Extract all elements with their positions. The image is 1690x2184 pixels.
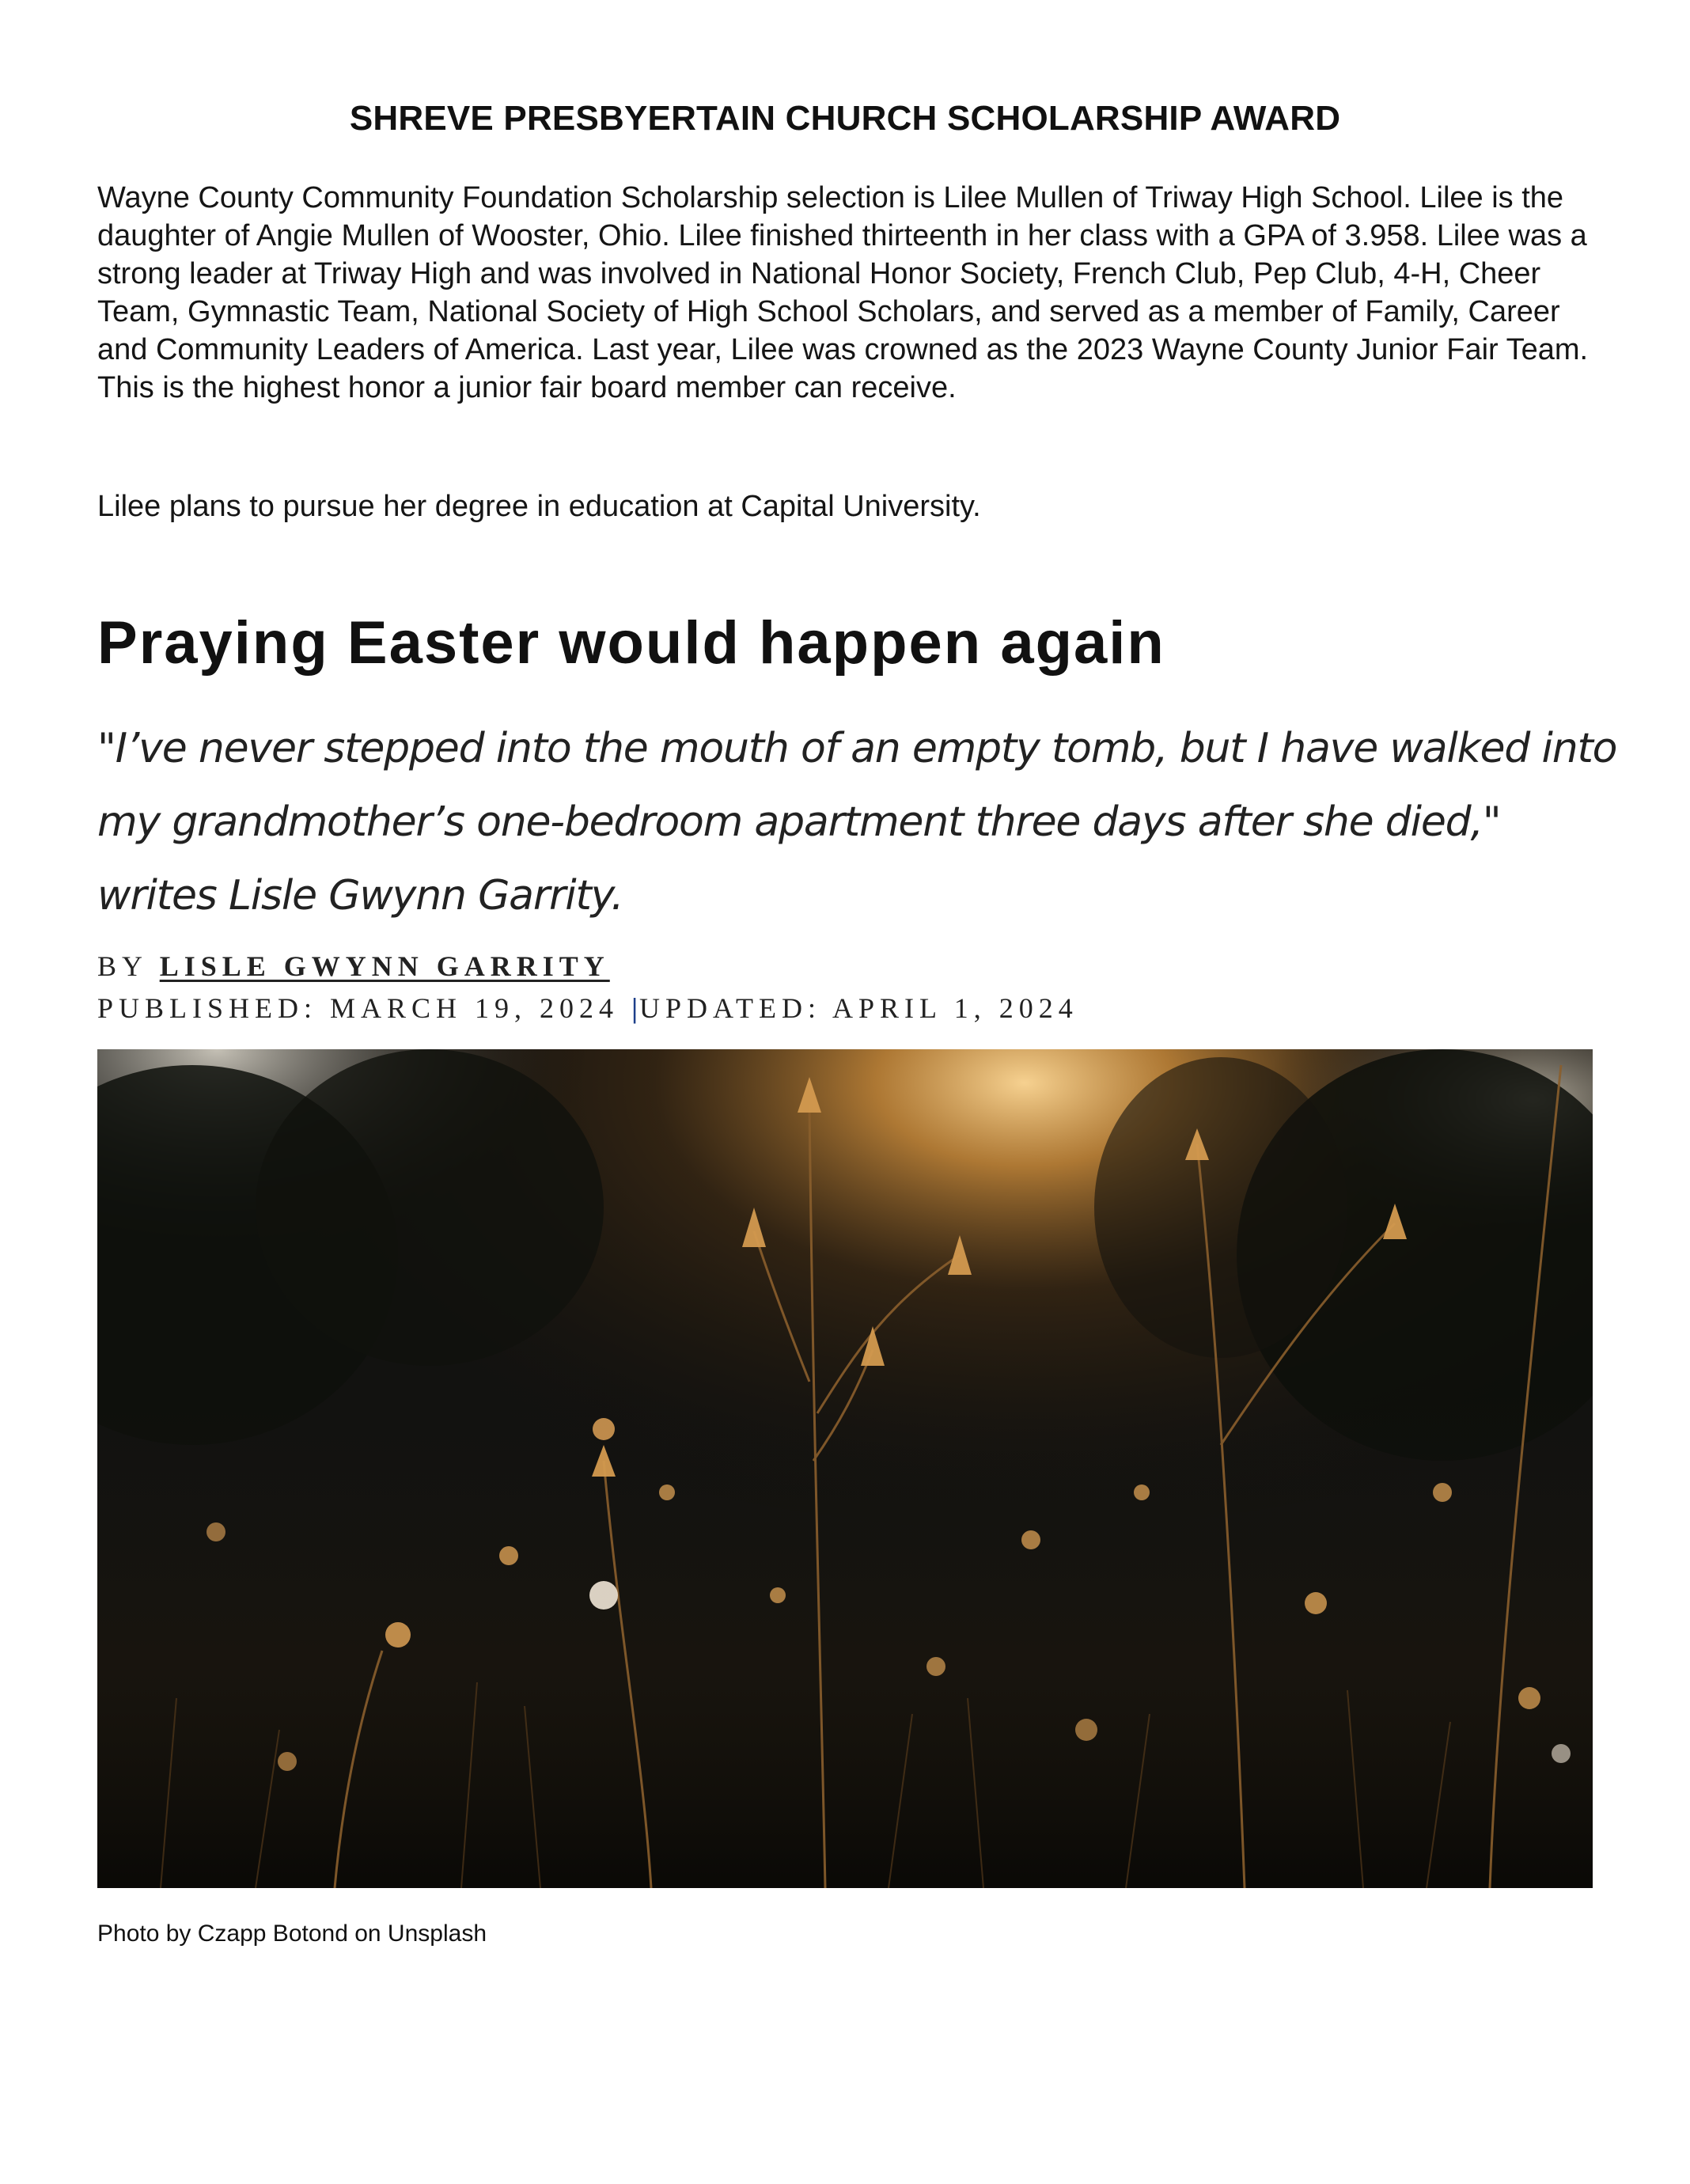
- hero-photo: [97, 1049, 1593, 1888]
- publish-dates: [97, 988, 1640, 1028]
- scholarship-title: SHREVE PRESBYERTAIN CHURCH SCHOLARSHIP AWARD: [349, 99, 1341, 138]
- updated-date: UPDATED: APRIL 1, 2024: [639, 992, 1078, 1024]
- scholarship-plans: Lilee plans to pursue her degree in education at Capital University.: [97, 490, 981, 523]
- article-dek: "I’ve never stepped into the mouth of an empty tomb, but I have walked into my grandmother’s one-bedroom apartment three days after she died," writes Lisle Gwynn Garrity.: [97, 725, 1617, 919]
- wildflower-field-photo: [97, 1049, 1593, 1888]
- published-date: PUBLISHED: MARCH 19, 2024: [97, 992, 620, 1024]
- date-separator: |: [631, 992, 639, 1024]
- author-link[interactable]: LISLE GWYNN GARRITY: [159, 950, 610, 982]
- byline: [97, 946, 1601, 986]
- article-headline: Praying Easter would happen again: [97, 609, 1165, 677]
- byline-prefix: BY: [97, 950, 147, 982]
- photo-credit: Photo by Czapp Botond on Unsplash: [97, 1920, 487, 1947]
- scholarship-body: Wayne County Community Foundation Scholarship selection is Lilee Mullen of Triway High School. Lilee is the daughter of Angie Mullen of Wooster, Ohio. Lilee finished thirteenth in her class with a GPA of 3.958. Lilee was a strong leader at Triway High and was involved in National Honor Society, French Club, Pep Club, 4-H, Cheer Team, Gymnastic Team, National Society of High School Scholars, and served as a member of Family, Career and Community Leaders of America. Last year, Lilee was crowned as the 2023 Wayne County Junior Fair Team. This is the highest honor a junior fair board member can receive.: [97, 181, 1589, 404]
